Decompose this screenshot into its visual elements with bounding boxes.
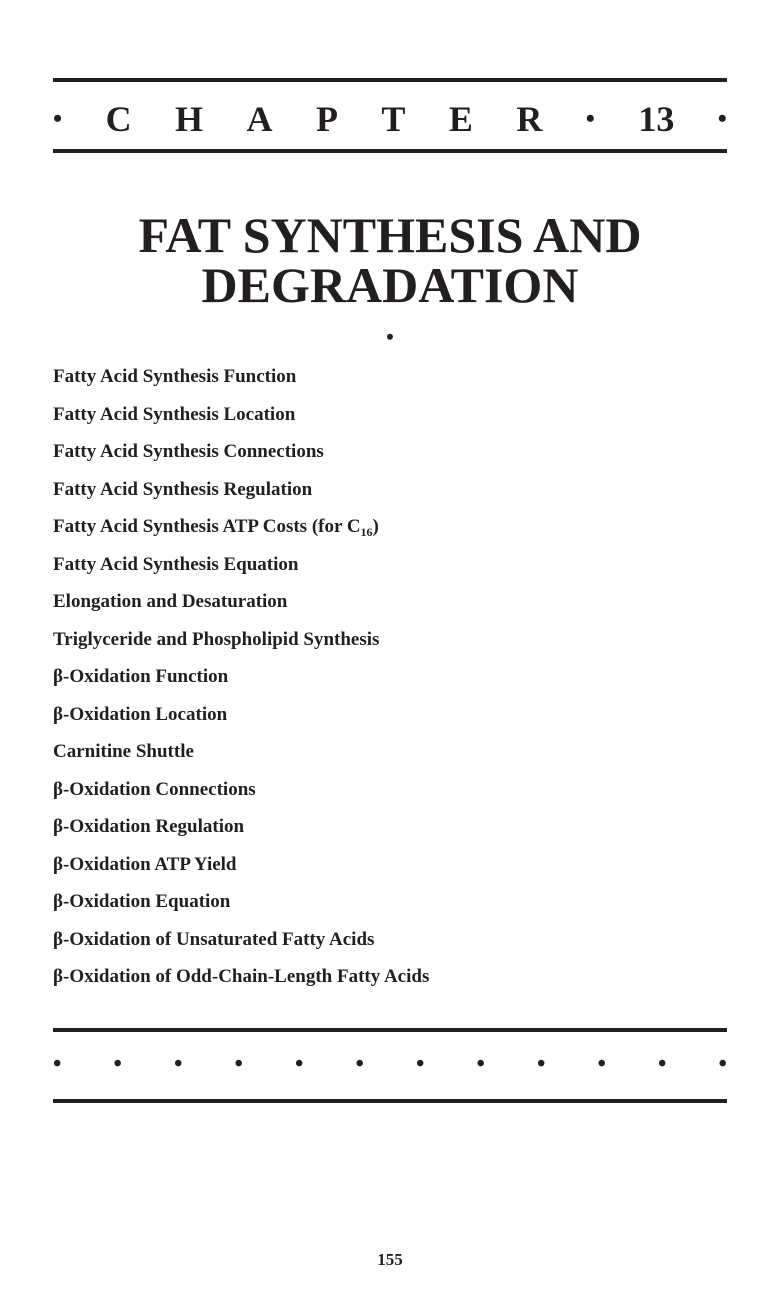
chapter-title-line-1: FAT SYNTHESIS AND [138,207,642,263]
contents-item: β-Oxidation Equation [53,891,231,912]
top-rule-lower [53,149,727,153]
ornament-dot: • [295,1051,304,1077]
chapter-letter-t: T [381,99,406,139]
contents-item-tail: ) [372,516,379,537]
bullet-separator: • [53,104,63,133]
bullet-separator: • [585,104,595,133]
title-ornament-dot: • [386,324,394,349]
bottom-rule-upper [53,1028,727,1032]
contents-item: Fatty Acid Synthesis Function [53,366,297,387]
chapter-title [0,207,780,313]
ornament-dot: • [416,1051,425,1077]
top-rule-upper [53,78,727,82]
contents-item: Fatty Acid Synthesis Equation [53,553,299,575]
ornament-dot: • [537,1051,546,1077]
bullet-separator: • [717,104,727,133]
chapter-letter-r: R [516,99,543,139]
ornament-dot: • [718,1051,727,1077]
chapter-title-line-2: DEGRADATION [201,257,579,313]
contents-item: β-Oxidation Function [53,666,229,687]
page-number: 155 [377,1250,403,1269]
chapter-letter-e: E [448,99,473,139]
contents-item: Fatty Acid Synthesis Location [53,403,296,425]
ornament-dot: • [355,1051,364,1077]
contents-item: Fatty Acid Synthesis Regulation [53,478,313,500]
contents-item: β-Oxidation of Unsaturated Fatty Acids [53,928,375,950]
contents-item-subscript: 16 [360,525,373,539]
contents-item: β-Oxidation Connections [53,778,256,800]
chapter-heading-band [53,96,727,142]
contents-item: β-Oxidation Regulation [53,816,245,837]
contents-item: β-Oxidation of Odd-Chain-Length Fatty Acids [53,966,430,987]
ornament-dot: • [597,1051,606,1077]
ornament-dot: • [476,1051,485,1077]
ornament-dot: • [234,1051,243,1077]
ornament-dot: • [658,1051,667,1077]
chapter-number: 13 [638,99,675,139]
contents-item: β-Oxidation ATP Yield [53,853,237,875]
contents-item: Elongation and Desaturation [53,591,288,612]
contents-item [53,508,429,546]
contents-item: Triglyceride and Phospholipid Synthesis [53,628,380,650]
chapter-letter-a: A [246,99,273,139]
contents-item: β-Oxidation Location [53,703,228,725]
contents-item: Fatty Acid Synthesis Connections [53,441,324,462]
chapter-letter-h: H [175,99,204,139]
ornament-dot: • [174,1051,183,1077]
contents-item: Carnitine Shuttle [53,741,194,762]
chapter-contents-list [53,358,429,996]
ornament-dot: • [113,1051,122,1077]
chapter-letter-c: C [105,99,132,139]
ornament-dots-band [53,1046,727,1082]
ornament-dot: • [53,1051,62,1077]
bottom-rule-lower [53,1099,727,1103]
contents-item-text: Fatty Acid Synthesis ATP Costs (for C [53,516,361,537]
chapter-letter-p: P [315,99,338,139]
